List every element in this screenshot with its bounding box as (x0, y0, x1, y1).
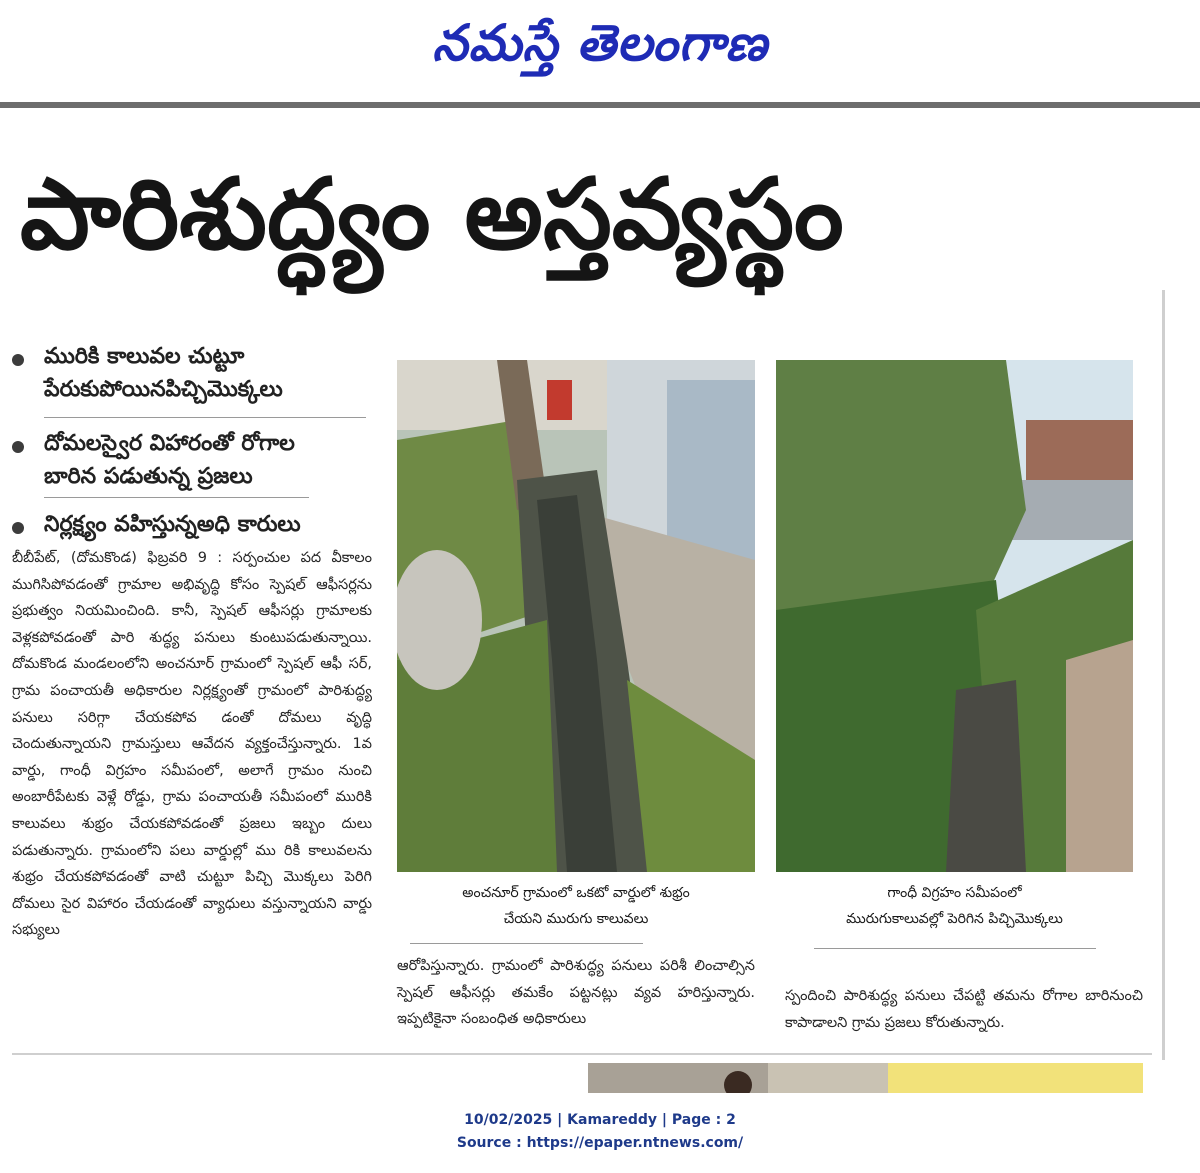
caption-underline (814, 948, 1096, 949)
bullet-dot-icon (12, 441, 24, 453)
bullet-1-line-1: మురికి కాలువల చుట్టూ (44, 344, 245, 369)
cropped-photo-illustration (588, 1063, 1143, 1093)
bullet-point-3 (12, 508, 362, 548)
bottom-divider (12, 1053, 1152, 1055)
article-body-column-3: స్పందించి పారిశుద్ధ్య పనులు చేపట్టి తమను రోగాల బారినుంచి కాపాడాలని గ్రామ ప్రజలు కోరుతున్నారు. (785, 988, 1143, 1031)
bullet-1-line-2: పేరుకుపోయినపిచ్చిమొక్కలు (44, 377, 283, 402)
masthead-divider (0, 102, 1200, 108)
photo-drain-ward-one (397, 360, 755, 872)
bullet-point-2 (12, 427, 362, 507)
footer-source-link[interactable]: Source : https://epaper.ntnews.com/ (456, 1135, 744, 1151)
photo-1-caption-line-1: అంచనూర్ గ్రామంలో ఒకటో వార్డులో శుభ్రం (462, 885, 690, 901)
bullet-dot-icon (12, 354, 24, 366)
photo-1-caption (397, 880, 755, 932)
photo-2-caption (776, 880, 1133, 932)
bullet-3-line-1: నిర్లక్ష్యం వహిస్తున్నఅధి కారులు (44, 512, 301, 537)
article-body-column-1: బీబీపేట్, (దోమకొండ) ఫిబ్రవరి 9 : సర్పంచుల పద వీకాలం ముగిసిపోవడంతో గ్రామాల అభివృద్ధి కోసం స్పెషల్ ఆఫీసర్లను ప్రభుత్వం నియమించింది. కానీ, స్పెషల్ ఆఫీసర్లు గ్రామాలకు వెళ్లకపోవడంతో పారి శుద్ధ్య పనులు కుంటుపడుతున్నాయి. దోమకొండ మండలంలోని అంచనూర్ గ్రామంలో స్పెషల్ ఆఫీ సర్, గ్రామ పంచాయతీ అధికారుల నిర్లక్ష్యంతో గ్రామంలో పారిశుద్ధ్య పనులు సరిగ్గా చేయకపోవ డంతో దోమలు వృద్ధి చెందుతున్నాయని గ్రామస్తులు ఆవేదన వ్యక్తంచేస్తున్నారు. 1వ వార్డు, గాంధీ విగ్రహం సమీపంలో, అలాగే గ్రామం నుంచి అంబారీపేటకు వెళ్లే రోడ్డు, గ్రామ పంచాయతీ సమీపంలో మురికి కాలువలు శుభ్రం చేయకపోవడంతో ప్రజలు ఇబ్బం దులు పడుతున్నారు. గ్రామంలోని పలు వార్డుల్లో ము రికి కాలువలను శుభ్రం చేయకపోవడంతో వాటి చుట్టూ పిచ్చి మొక్కలు పెరిగి దోమలు సైర విహారం చేయడంతో వ్యాధులు వస్తున్నాయని వార్డు సభ్యులు (12, 550, 372, 939)
overgrown-drain-illustration (776, 360, 1133, 872)
newspaper-masthead: నమస్తే తెలంగాణ (432, 13, 768, 72)
photo-drain-gandhi-statue (776, 360, 1133, 872)
bullet-underline (44, 417, 366, 418)
bullet-2-line-1: దోమలస్వైర విహారంతో రోగాల (44, 431, 295, 456)
bullet-dot-icon (12, 522, 24, 534)
column-divider (1162, 290, 1165, 1060)
footer-edition-info: 10/02/2025 | Kamareddy | Page : 2 (464, 1112, 736, 1128)
photo-2-caption-line-2: మురుగుకాలువల్లో పెరిగిన పిచ్చిమొక్కలు (846, 911, 1063, 927)
bullet-underline (44, 497, 309, 498)
next-article-photo-strip (588, 1063, 1143, 1093)
drain-photo-illustration (397, 360, 755, 872)
article-headline: పారిశుద్ధ్యం అస్తవ్యస్థం (20, 158, 844, 272)
photo-1-caption-line-2: చేయని మురుగు కాలువలు (503, 911, 649, 927)
caption-underline (410, 943, 643, 944)
bullet-2-line-2: బారిన పడుతున్న ప్రజలు (44, 464, 253, 489)
photo-2-caption-line-1: గాంధీ విగ్రహం సమీపంలో (887, 885, 1022, 901)
bullet-point-1 (12, 340, 362, 420)
article-body-column-2: ఆరోపిస్తున్నారు. గ్రామంలో పారిశుద్ధ్య పనులు పరిశీ లించాల్సిన స్పెషల్ ఆఫీసర్లు తమకేం పట్టనట్లు వ్యవ హరిస్తున్నారు. ఇప్పటికైనా సంబంధిత అధికారులు (397, 958, 755, 1028)
